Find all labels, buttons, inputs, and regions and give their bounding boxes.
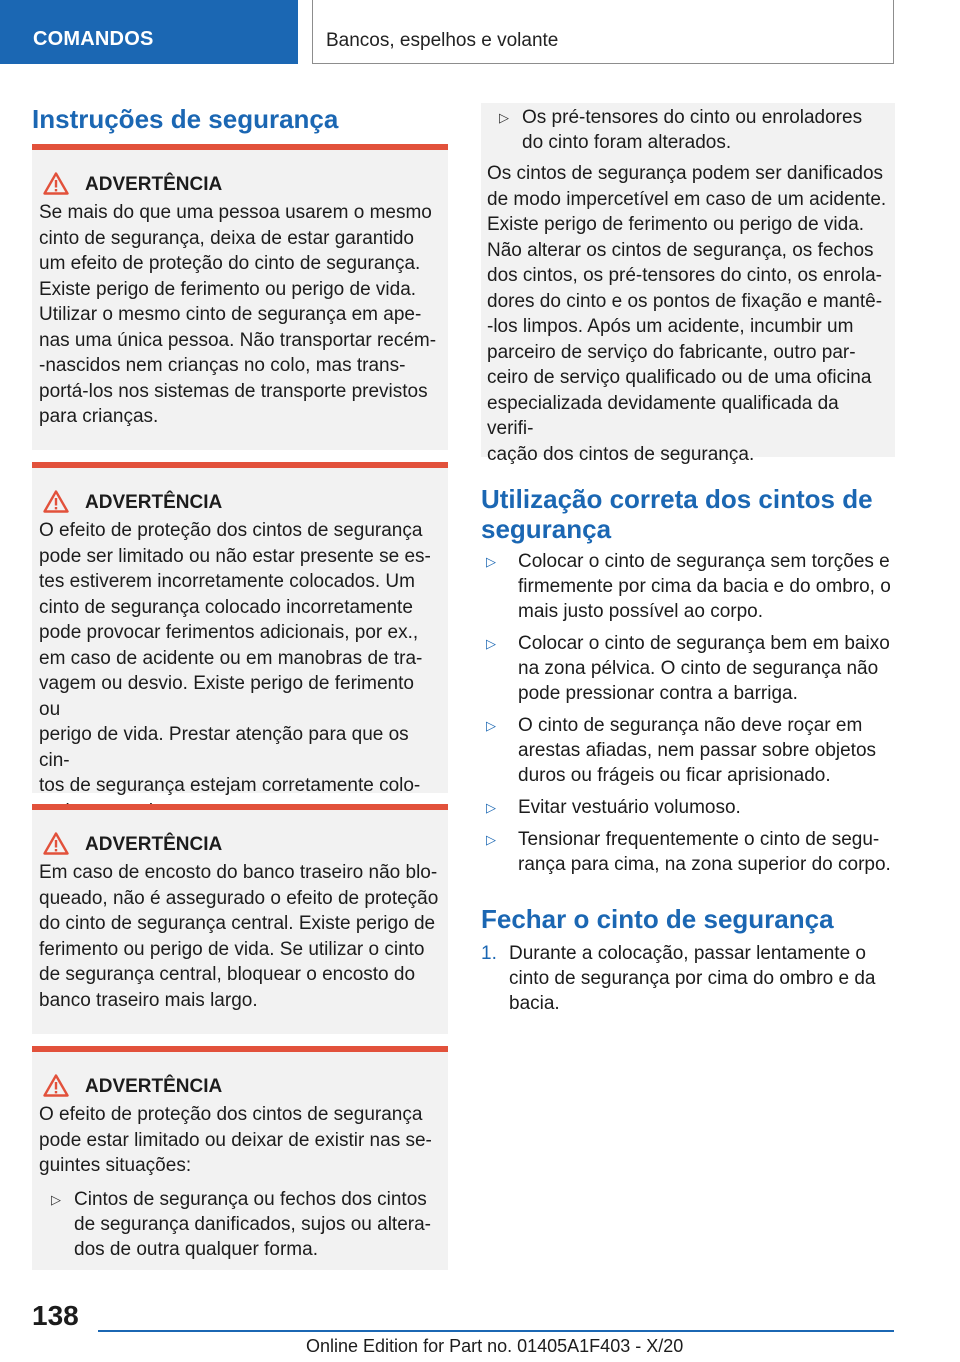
section-title-safety: Instruções de segurança bbox=[32, 104, 339, 134]
warning-triangle-icon bbox=[43, 832, 69, 855]
header-section-tab bbox=[0, 0, 298, 64]
triangle-bullet-icon: ▷ bbox=[486, 832, 496, 847]
header-chapter-box bbox=[312, 0, 894, 64]
section-title-fasten-belt: Fechar o cinto de segurança bbox=[481, 904, 834, 934]
warning-box-2 bbox=[32, 462, 448, 796]
list-item: ▷ Colocar o cinto de segurança sem torções e firmemente por cima da bacia e do ombro, o mais justo possível ao corpo. bbox=[486, 551, 891, 622]
warning-head bbox=[39, 1074, 440, 1098]
warning-text: Se mais do que uma pessoa usarem o mesmo cinto de segurança, deixa de estar garantido um efeito de proteção do cinto de segurança. Existe perigo de ferimento ou perigo de vida. Utilizar o mesmo cinto de segurança em ape- nas uma única pessoa. Não transportar recém- -nascidos nem crianças no colo, mas trans- portá-los nos sistemas de transporte previstos para crianças. bbox=[39, 202, 437, 427]
header-chapter-title: Bancos, espelhos e volante bbox=[326, 30, 559, 51]
list-item: ▷ Os pré-tensores do cinto ou enroladores do cinto foram alterados. bbox=[499, 107, 863, 153]
triangle-bullet-icon: ▷ bbox=[51, 1191, 61, 1207]
warning-text: O efeito de proteção dos cintos de segurança pode ser limitado ou não estar presente se es- tes estiverem incorretamente colocados. Um cinto de segurança colocado incorretamente pode provocar ferimentos adicionais, por ex., em caso de acidente ou em manobras de tra- vagem ou desvio. Existe perigo de ferimento ou perigo de vida. Prestar atenção para que os cin- tos de segurança estejam corretamente colo- bbox=[39, 520, 431, 796]
triangle-bullet-icon: ▷ bbox=[499, 110, 509, 125]
warning-bullet-list bbox=[487, 105, 889, 155]
triangle-bullet-icon: ▷ bbox=[486, 718, 496, 733]
warning-triangle-icon bbox=[43, 490, 69, 513]
list-item: ▷ O cinto de segurança não deve roçar em arestas afiadas, nem passar sobre objetos duros ou frágeis ou ficar aprisionado. bbox=[486, 715, 877, 786]
fasten-steps-list bbox=[481, 941, 895, 1016]
list-item: ▷ Colocar o cinto de segurança bem em baixo na zona pélvica. O cinto de segurança não pode pressionar contra a barriga. bbox=[486, 633, 890, 704]
warning-label: ADVERTÊNCIA bbox=[85, 834, 223, 855]
warning-head bbox=[39, 172, 440, 196]
header-section-label: COMANDOS bbox=[33, 28, 154, 50]
warning-head bbox=[39, 490, 440, 514]
warning-box-3 bbox=[32, 804, 448, 1034]
warning-box-1 bbox=[32, 144, 448, 450]
triangle-bullet-icon: ▷ bbox=[486, 800, 496, 815]
list-item: ▷ Evitar vestuário volumoso. bbox=[486, 797, 741, 818]
list-item: 1. Durante a colocação, passar lentamente o cinto de segurança por cima do ombro e da bacia. bbox=[481, 943, 876, 1014]
warning-label: ADVERTÊNCIA bbox=[85, 174, 223, 195]
warning-triangle-icon bbox=[43, 172, 69, 195]
warning-triangle-icon bbox=[43, 1074, 69, 1097]
section-title-correct-use: Utilização correta dos cintos de segurança bbox=[481, 484, 873, 544]
page-number: 138 bbox=[32, 1300, 79, 1331]
warning-text: Em caso de encosto do banco traseiro não blo- queado, não é assegurado o efeito de proteção do cinto de segurança central. Existe perigo de ferimento ou perigo de vida. Se utilizar o cinto de segurança central, bloquear o encosto do banco traseiro mais largo. bbox=[39, 862, 439, 1011]
warning-head bbox=[39, 832, 440, 856]
step-number: 1. bbox=[481, 943, 497, 964]
warning-text: Os cintos de segurança podem ser danificados de modo impercetível em caso de um acidente. Existe perigo de ferimento ou perigo de vida. Não alterar os cintos de segurança, os fechos dos cintos, os pré-tensores do cinto, os enrola- dores do cinto e os pontos de fixação e mantê- -los limpos. Após um acidente, incumbir um parceiro de serviço do fabricante, outro par- ceiro de serviço qualificado ou de uma oficina especializada devidamente qualificada da verifi- cação dos cintos de segurança. bbox=[487, 163, 887, 465]
warning-bullet-list bbox=[39, 1187, 440, 1262]
usage-list bbox=[481, 549, 895, 884]
warning-label: ADVERTÊNCIA bbox=[85, 492, 223, 513]
warning-box-continued bbox=[481, 103, 895, 465]
list-item: ▷ Cintos de segurança ou fechos dos cintos de segurança danificados, sujos ou altera- dos de outra qualquer forma. bbox=[51, 1188, 432, 1260]
warning-box-4 bbox=[32, 1046, 448, 1270]
warning-text: O efeito de proteção dos cintos de segurança pode estar limitado ou deixar de existir nas se- guintes situações: bbox=[39, 1104, 432, 1176]
list-item: ▷ Tensionar frequentemente o cinto de segu- rança para cima, na zona superior do corpo. bbox=[486, 829, 891, 875]
triangle-bullet-icon: ▷ bbox=[486, 636, 496, 651]
footer-divider bbox=[98, 1330, 894, 1332]
warning-label: ADVERTÊNCIA bbox=[85, 1076, 223, 1097]
footer-edition-text: Online Edition for Part no. 01405A1F403 - X/20 bbox=[306, 1336, 684, 1356]
triangle-bullet-icon: ▷ bbox=[486, 554, 496, 569]
